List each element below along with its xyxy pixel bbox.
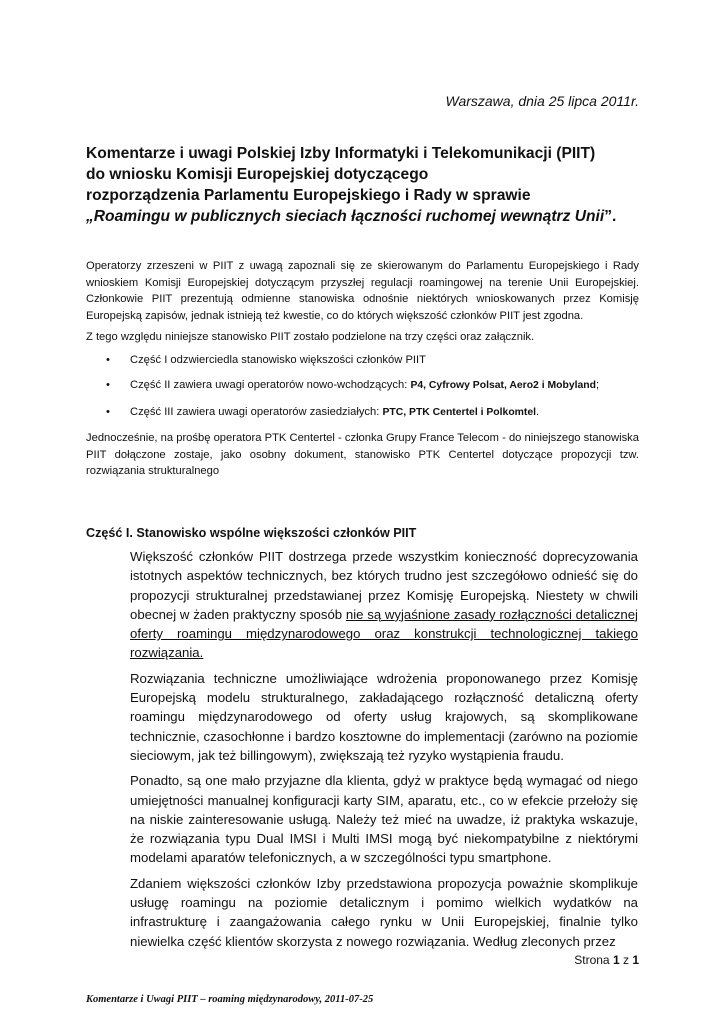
section-1-paragraph-4: Zdaniem większości członków Izby przedstawiona propozycja poważnie skomplikuje usługę roamingu na poziomie detalicznym i pomimo wielkich wydatków na infrastrukturę i zaangażowania całego rynku w Unii Europejskiej, finalnie tylko niewielka część klientów skorzysta z nowego rozwiązania. Według zleconych przez (130, 875, 638, 949)
intro-paragraph-3: Jednocześnie, na prośbę operatora PTK Centertel - członka Grupy France Telecom - do niniejszego stanowiska PIIT dołączone zostaje, jako osobny dokument, stanowisko PTK Centertel dotyczące propozycji tzw. rozwiązania strukturalnego (86, 432, 639, 477)
section-1-paragraph-2: Rozwiązania techniczne umożliwiające wdrożenia proponowanego przez Komisję Europejską modelu strukturalnego, zakładającego rozłączność detaliczną oferty roamingu międzynarodowego od oferty usług krajowych, są skomplikowane technicznie, czasochłonne i bardzo kosztowne do implementacji (zarówno na poziomie sieciowym, jak też billingowym), zwiększają też ryzyko wystąpienia fraudu. (130, 670, 638, 763)
list-item (86, 377, 639, 395)
bullet-icon: • (106, 379, 110, 391)
list-item-text: Część III zawiera uwagi operatorów zasiedziałych: (130, 405, 383, 418)
title-line-4-italic: „Roamingu w publicznych sieciach łączności ruchomej wewnątrz Unii (86, 208, 605, 225)
list-item-text: Część II zawiera uwagi operatorów nowo-wchodzących: (130, 379, 411, 391)
intro-section (86, 258, 639, 485)
page-total: 1 (632, 953, 639, 967)
page-label: Strona (574, 953, 610, 967)
underlined-text: nie są wyjaśnione zasady rozłączności detalicznej oferty roamingu międzynarodowego oraz konstrukcji technologicznej takiego rozwiązania. (130, 606, 638, 661)
page-footer: Komentarze i Uwagi PIIT – roaming międzynarodowy, 2011-07-25 (86, 994, 374, 1005)
section-1-paragraph-1 (130, 547, 638, 663)
title-line-4-end: ”. (604, 208, 617, 225)
document-title (86, 143, 646, 227)
list-item-operators: PTC, PTK Centertel i Polkomtel (382, 406, 537, 418)
page-number (574, 953, 639, 967)
section-1-paragraph-3: Ponadto, są one mało przyjazne dla klienta, gdyż w praktyce będą wymagać od niego umiejętności manualnej konfiguracji karty SIM, aparatu, etc., co w efekcie przełoży się na niskie zainteresowanie usługą. Należy też mieć na uwadze, iż praktyka wskazuje, że rozwiązania typu Dual IMSI i Multi IMSI mogą być niekompatybilne z niektórymi modelami aparatów telefonicznych, a w szczególności typu smartphone. (130, 773, 638, 866)
list-item-operators: P4, Cyfrowy Polsat, Aero2 i Mobyland (410, 380, 596, 391)
title-line-2: do wniosku Komisji Europejskiej dotyczącego (86, 166, 429, 183)
title-line-1: Komentarze i uwagi Polskiej Izby Informatyki i Telekomunikacji (PIIT) (86, 145, 596, 162)
parts-list (86, 352, 639, 422)
section-1-body (130, 547, 638, 957)
list-item-text: Część I odzwierciedla stanowisko większości członków PIIT (130, 353, 426, 366)
title-line-4 (86, 206, 646, 227)
document-date: Warszawa, dnia 25 lipca 2011r. (445, 93, 639, 109)
list-item-end: . (536, 405, 540, 418)
list-item-end: ; (595, 379, 600, 391)
page-current: 1 (612, 953, 620, 967)
section-1-heading: Część I. Stanowisko wspólne większości członków PIIT (86, 526, 417, 540)
bullet-icon: • (106, 405, 110, 418)
intro-paragraph-1: Operatorzy zrzeszeni w PIIT z uwagą zapoznali się ze skierowanym do Parlamentu Europejskiego i Rady wnioskiem Komisji Europejskiej dotyczącym przyszłej regulacji roamingowej na terenie Unii Europejskiej. Członkowie PIIT prezentują odmienne stanowiska odnośnie niektórych wnioskowanych przez Komisję Europejską zapisów, jednak istnieją też kwestie, co do których większość członków PIIT jest zgodna. (86, 260, 639, 322)
list-item (86, 404, 639, 422)
intro-paragraph-2: Z tego względu niniejsze stanowisko PIIT zostało podzielone na trzy części oraz załącznik. (86, 331, 535, 343)
title-line-3: rozporządzenia Parlamentu Europejskiego i Rady w sprawie (86, 187, 531, 204)
paragraph-text: Większość członków PIIT dostrzega przede wszystkim konieczność doprecyzowania istotnych aspektów technicznych, bez których trudno jest szczegółowo odnieść się do propozycji strukturalnej przedstawianej przez Komisję Europejską. Niestety w chwili obecnej w żaden praktyczny sposób (130, 549, 638, 622)
list-item (86, 352, 639, 369)
bullet-icon: • (106, 353, 110, 366)
page-sep: z (622, 953, 629, 967)
